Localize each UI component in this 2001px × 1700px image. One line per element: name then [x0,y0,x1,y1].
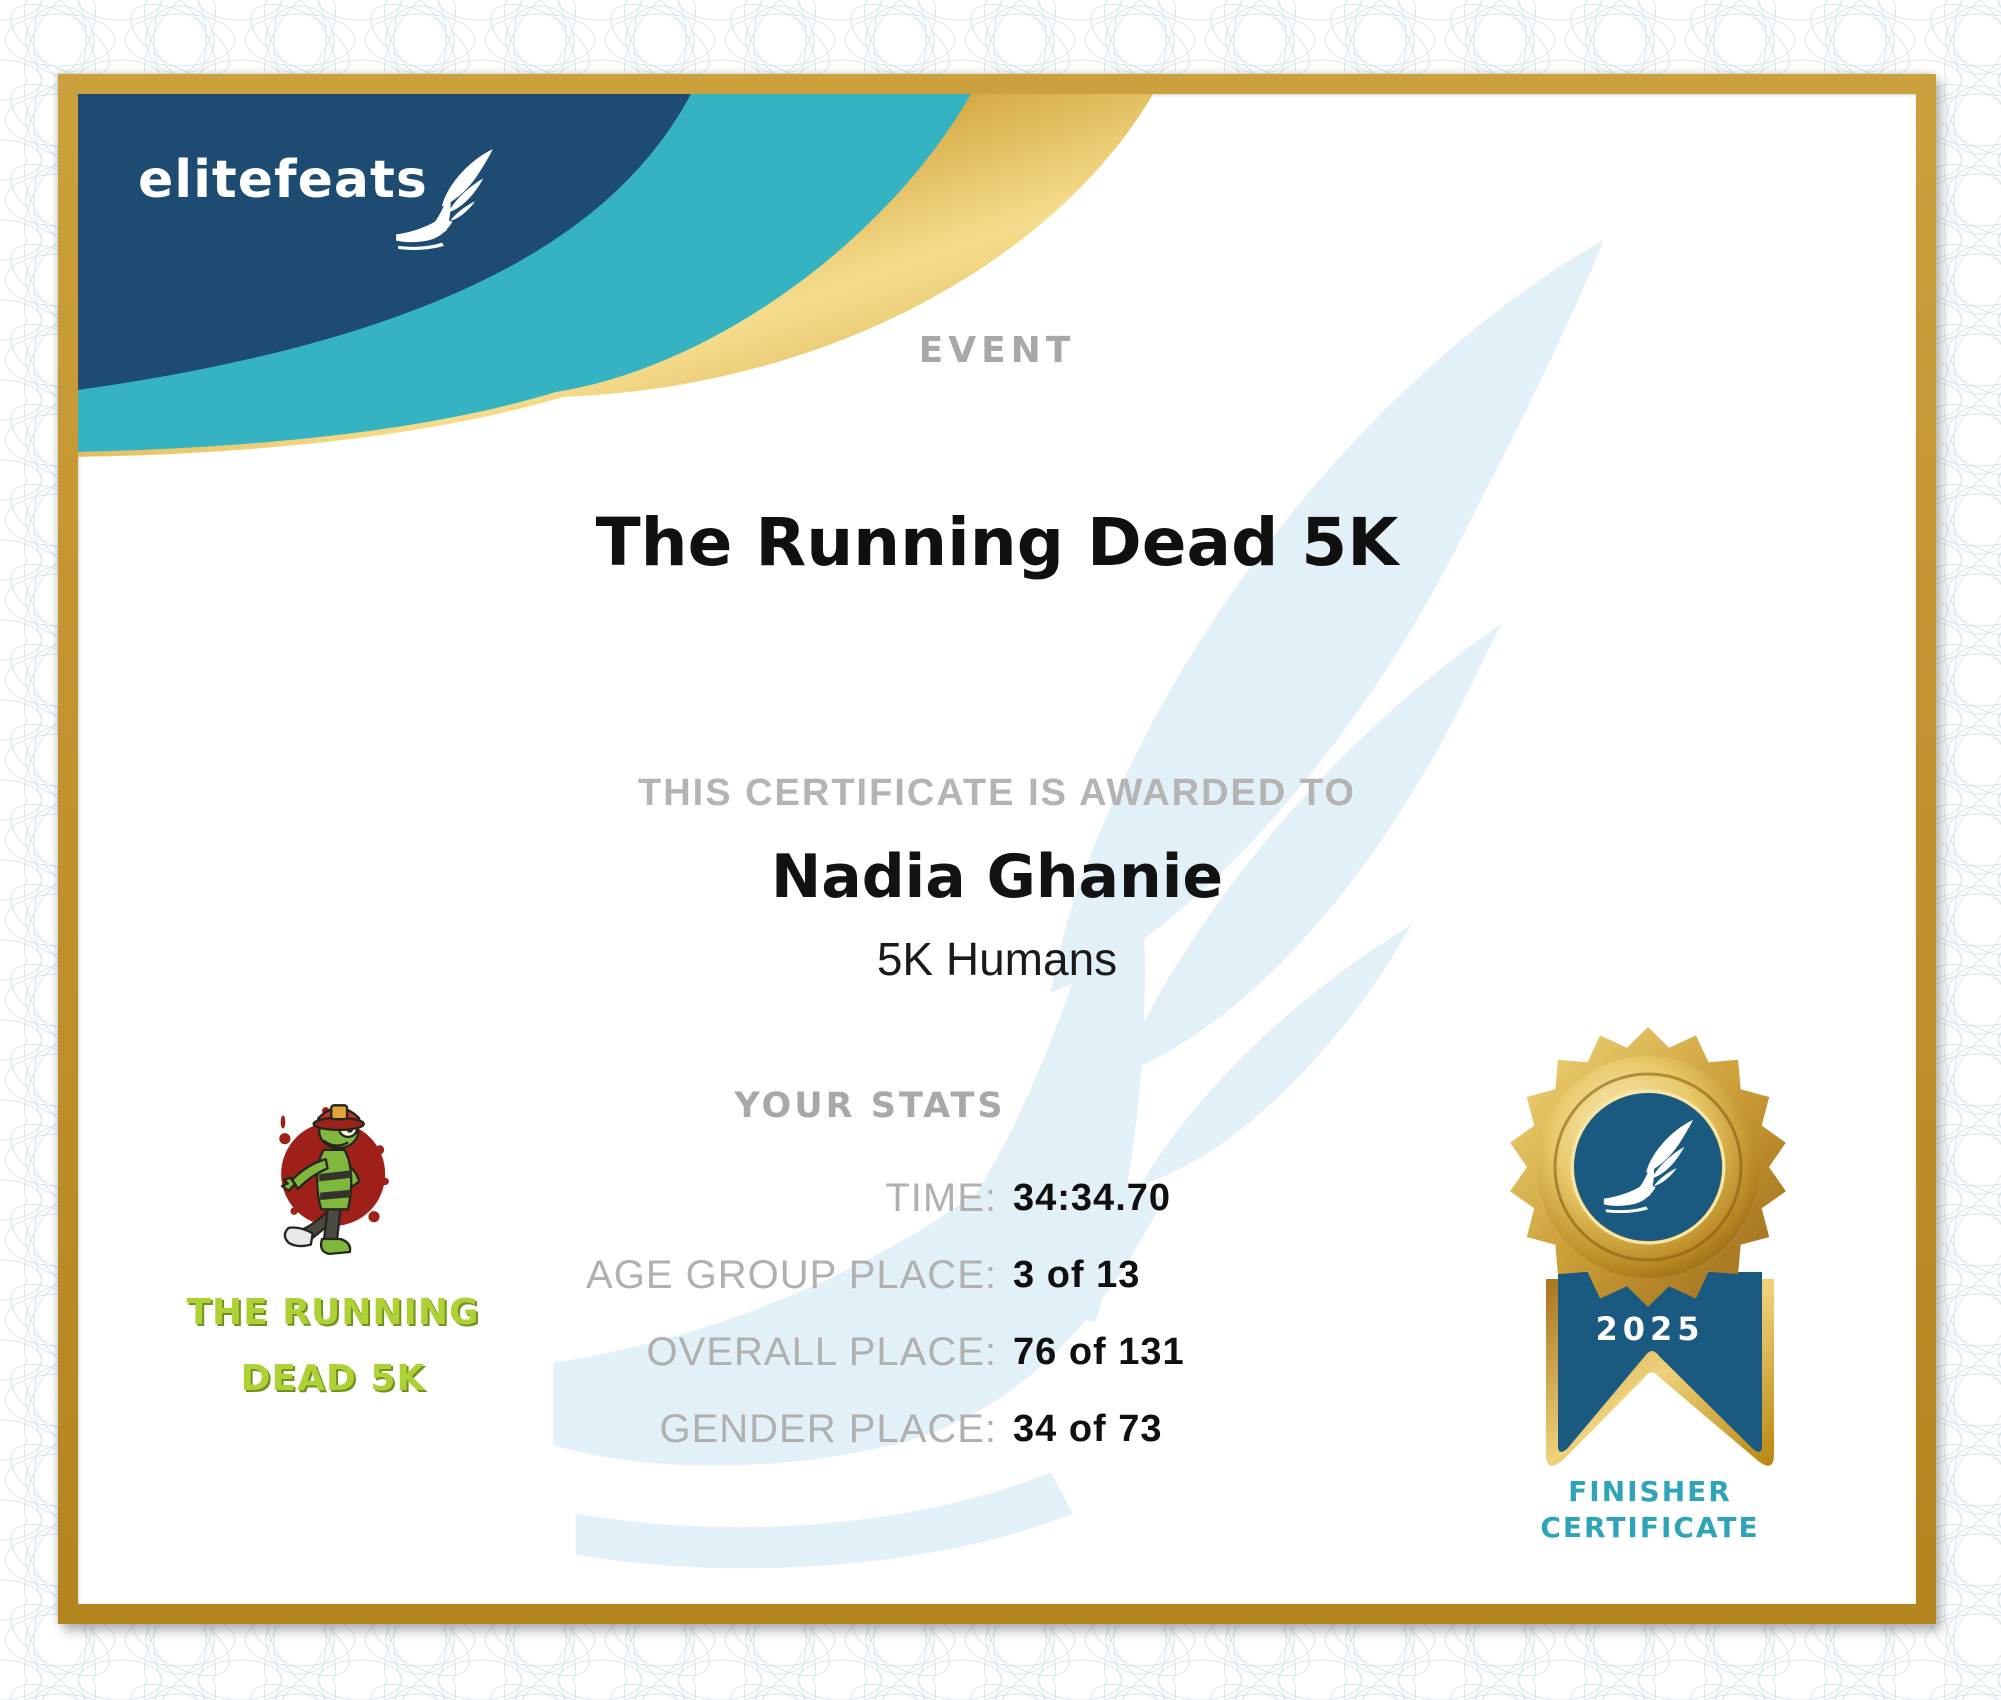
stat-value: 76 of 131 [1013,1331,1185,1373]
event-logo-text-line1: THE RUNNING [186,1292,480,1333]
event-label: EVENT [918,330,1076,371]
zombie-illustration [270,1080,400,1268]
elitefeats-wingfoot-icon [392,134,496,264]
elitefeats-logo-text: elitefeats [138,150,428,210]
stat-label: GENDER PLACE: [659,1407,997,1451]
event-title: The Running Dead 5K [595,504,1399,581]
finisher-certificate-label [1490,1474,1810,1546]
stat-label: TIME: [885,1176,997,1220]
recipient-division: 5K Humans [876,933,1118,985]
certificate-line: CERTIFICATE [1540,1511,1760,1544]
ribbon-year: 2025 [1595,1310,1705,1348]
awarded-to-label: THIS CERTIFICATE IS AWARDED TO [638,772,1356,814]
stat-value: 34:34.70 [1013,1177,1172,1219]
recipient-name: Nadia Ghanie [770,842,1224,912]
stat-label: OVERALL PLACE: [646,1330,997,1374]
your-stats-heading: YOUR STATS [734,1086,1006,1126]
stat-value: 3 of 13 [1013,1254,1141,1296]
finisher-medal-badge [1468,994,1848,1494]
stat-label: AGE GROUP PLACE: [586,1253,997,1297]
finisher-line: FINISHER [1568,1475,1732,1508]
event-logo-text-line2: DEAD 5K [240,1358,426,1399]
certificate-gold-frame [58,74,1936,1624]
stat-value: 34 of 73 [1013,1408,1163,1450]
certificate-body [78,94,1916,1604]
